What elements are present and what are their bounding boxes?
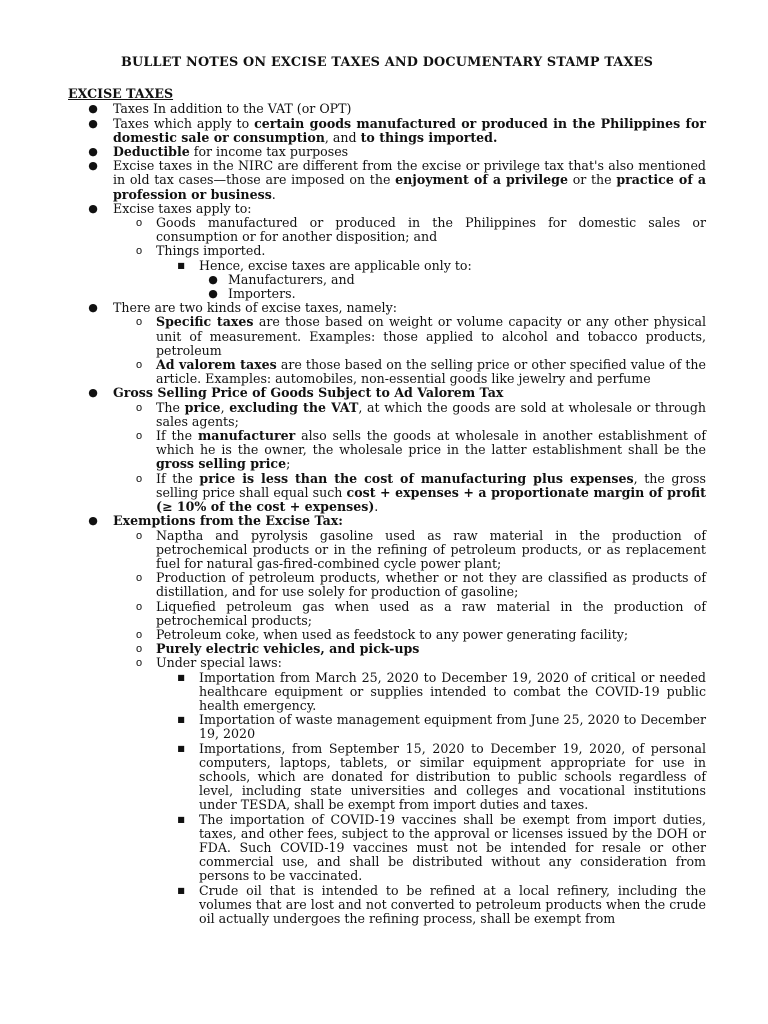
text-run: There are two kinds of excise taxes, namely: xyxy=(113,300,397,316)
list-item xyxy=(135,527,706,572)
bold-text: Gross Selling Price of Goods Subject to Ad Valorem Tax xyxy=(113,385,504,401)
bullet-circle-icon: o xyxy=(135,245,143,258)
text-run: . xyxy=(374,499,379,515)
text-run: Under special laws: xyxy=(156,655,282,671)
text-run: Hence, excise taxes are applicable only to: xyxy=(199,257,472,273)
bold-text: Ad valorem taxes xyxy=(156,357,277,373)
list-item xyxy=(88,513,706,926)
text-run: Manufacturers, and xyxy=(228,271,355,287)
list-item xyxy=(135,570,706,600)
list-item xyxy=(208,271,706,287)
bullet-circle-icon: o xyxy=(135,572,143,585)
list-item-text xyxy=(113,116,706,145)
list-item xyxy=(135,641,706,657)
text-run: The importation of COVID-19 vaccines shall be exempt from import duties, taxes, and other fees, subject to the approval or licenses issued by the DOH or FDA. Such COVID-19 vaccines must not be intended for resale or other commercial use, and shall be distributed without any consideration from persons to be vaccinated. xyxy=(199,811,706,884)
list-item xyxy=(177,712,706,742)
bullet-disc-icon: ● xyxy=(88,201,98,215)
bullet-circle-icon: o xyxy=(135,217,143,230)
text-run: ; xyxy=(286,456,291,472)
bold-text: enjoyment of a privilege xyxy=(395,172,568,188)
list-item xyxy=(135,598,706,628)
list-item-text xyxy=(156,357,706,386)
bullet-square-icon: ■ xyxy=(177,260,185,270)
bullet-disc-icon: ● xyxy=(88,159,98,173)
bullet-circle-icon: o xyxy=(135,359,143,372)
text-run: Taxes In addition to the VAT (or OPT) xyxy=(113,101,352,117)
list-item-text xyxy=(113,513,343,528)
list-item-text xyxy=(113,158,706,201)
list-item-text xyxy=(199,670,706,713)
list-item xyxy=(88,300,706,387)
text-run: Excise taxes in the NIRC are different from the excise or privilege tax that's also mentioned in old tax cases—those are imposed on the xyxy=(113,158,706,188)
text-run: If the xyxy=(156,470,200,486)
list-item xyxy=(88,115,706,145)
list-item xyxy=(208,286,706,302)
text-run: Importation from March 25, 2020 to December 19, 2020 of critical or needed healthcare equipment or supplies intended to combat the COVID-19 public health emergency. xyxy=(199,669,706,713)
sub-list xyxy=(113,216,706,301)
list-item-text xyxy=(156,314,706,357)
bullet-square-icon: ■ xyxy=(177,715,185,725)
sub-list xyxy=(113,401,706,515)
text-run: , at which the goods are sold at wholesale or through sales agents; xyxy=(156,399,707,429)
text-run: Excise taxes apply to: xyxy=(113,200,252,216)
text-run: , the gross selling price shall equal such xyxy=(156,470,706,500)
list-item-text xyxy=(156,400,706,429)
list-item xyxy=(177,811,706,884)
bullet-circle-icon: o xyxy=(135,401,143,414)
text-run: , xyxy=(220,399,230,415)
list-item-text xyxy=(156,471,706,514)
text-run: Crude oil that is intended to be refined at a local refinery, including the volumes that are lost and not converted to petroleum products when the crude oil actually undergoes the refining process, shall be exempt from xyxy=(199,882,706,926)
text-run: Taxes which apply to xyxy=(113,115,255,131)
bullet-circle-icon: o xyxy=(135,628,143,641)
text-run: for income tax purposes xyxy=(189,144,349,160)
bullet-circle-icon: o xyxy=(135,472,143,485)
bullet-disc-icon: ● xyxy=(88,301,98,315)
list-item-text xyxy=(199,712,706,741)
list-item-text xyxy=(199,741,706,813)
bold-text: price is less than the cost of manufacturing plus expenses xyxy=(199,470,634,486)
list-item xyxy=(135,470,706,515)
text-run: , and xyxy=(324,129,361,145)
bullet-disc-icon: ● xyxy=(208,272,218,286)
document-title: BULLET NOTES ON EXCISE TAXES AND DOCUMENTARY STAMP TAXES xyxy=(120,55,654,70)
bold-text: price xyxy=(184,399,221,415)
list-item-text xyxy=(199,812,706,884)
sub-list xyxy=(156,259,706,302)
list-item-text xyxy=(113,101,351,116)
text-run: Importation of waste management equipment from June 25, 2020 to December 19, 2020 xyxy=(199,712,706,742)
list-item xyxy=(177,882,706,927)
sub-list xyxy=(199,273,706,301)
list-item xyxy=(88,158,706,202)
bold-text: manufacturer xyxy=(197,428,296,444)
list-item xyxy=(135,215,706,245)
section-heading-excise-taxes: EXCISE TAXES xyxy=(68,86,174,102)
bold-text: Deductible xyxy=(113,144,190,160)
text-run: Goods manufactured or produced in the Philippines for domestic sales or consumption or for another disposition; and xyxy=(156,215,706,245)
bold-text: Exemptions from the Excise Tax: xyxy=(113,513,343,529)
list-item-text xyxy=(113,144,348,159)
list-item-text xyxy=(156,655,282,670)
text-run: Liquefied petroleum gas when used as a raw material in the production of petrochemical products; xyxy=(156,598,706,628)
sub-list xyxy=(156,671,706,927)
bold-text: Purely electric vehicles, and pick-ups xyxy=(156,641,420,657)
text-run: Things imported. xyxy=(156,243,266,259)
bold-text: Specific taxes xyxy=(156,314,254,330)
list-item-text xyxy=(156,243,265,258)
bullet-circle-icon: o xyxy=(135,657,143,670)
list-item xyxy=(135,399,707,429)
bullet-circle-icon: o xyxy=(135,430,143,443)
bullet-disc-icon: ● xyxy=(208,287,218,301)
text-run: are those based on weight or volume capacity or any other physical unit of measurement. Examples: those applied to alcohol and tobacco products, petroleum xyxy=(156,314,706,358)
list-item-text xyxy=(156,641,419,656)
bold-text: gross selling price xyxy=(156,456,287,472)
text-run: or the xyxy=(568,172,617,188)
list-item xyxy=(135,314,706,358)
list-item xyxy=(177,740,706,813)
bullet-circle-icon: o xyxy=(135,316,143,329)
text-run: . xyxy=(271,186,276,202)
list-item xyxy=(88,101,706,117)
text-run: also sells the goods at wholesale in another establishment of which he is the owner, the wholesale price in the latter establishment shall be the xyxy=(156,428,706,458)
bullet-circle-icon: o xyxy=(135,600,143,613)
list-item xyxy=(135,626,706,642)
list-item-text xyxy=(228,272,355,287)
bullet-square-icon: ■ xyxy=(177,672,185,682)
bullet-disc-icon: ● xyxy=(88,386,98,400)
list-item-text xyxy=(228,286,296,301)
list-item-text xyxy=(156,570,706,599)
bold-text: excluding the VAT xyxy=(229,399,359,415)
bullet-disc-icon: ● xyxy=(88,116,98,130)
bullet-circle-icon: o xyxy=(135,643,143,656)
bold-text: practice of a profession or business xyxy=(113,172,706,202)
sub-list xyxy=(113,529,706,927)
text-run: are those based on the selling price or other specified value of the article. Examples: automobiles, non-essential goods like jewelry and perfume xyxy=(156,357,706,387)
list-item-text xyxy=(199,883,706,926)
bullet-disc-icon: ● xyxy=(88,102,98,116)
text-run: Importers. xyxy=(228,286,296,302)
text-run: The xyxy=(156,399,185,415)
list-item xyxy=(135,428,706,472)
text-run: Production of petroleum products, whether or not they are classified as products of distillation, and for use solely for production of gasoline; xyxy=(156,570,706,600)
bullet-circle-icon: o xyxy=(135,529,143,542)
list-item-text xyxy=(156,528,706,571)
bullet-square-icon: ■ xyxy=(177,814,185,824)
text-run: If the xyxy=(156,428,198,444)
bold-text: cost + expenses + a proportionate margin of profit (≥ 10% of the cost + expenses) xyxy=(156,484,706,515)
list-item xyxy=(88,385,707,515)
bullet-disc-icon: ● xyxy=(88,145,98,159)
list-item xyxy=(88,144,706,160)
list-item xyxy=(177,669,706,714)
text-run: Importations, from September 15, 2020 to December 19, 2020, of personal computers, laptops, tablets, or similar equipment appropriate for use in schools, which are donated for distribution to public schools regardless of level, including state universities and colleges and vocational institutions under TESDA, shall be exempt from import duties and taxes. xyxy=(199,740,706,813)
bold-text: certain goods manufactured or produced in the Philippines for domestic sale or consumption xyxy=(113,115,706,145)
bullet-square-icon: ■ xyxy=(177,743,185,753)
bullet-square-icon: ■ xyxy=(177,885,185,895)
bullet-disc-icon: ● xyxy=(88,514,98,528)
bold-text: to things imported. xyxy=(360,129,498,145)
list-item-text xyxy=(156,215,706,244)
list-item xyxy=(177,257,706,302)
bullet-list xyxy=(68,102,706,926)
sub-list xyxy=(113,315,706,386)
list-item-text xyxy=(113,201,252,216)
list-item xyxy=(135,357,706,387)
list-item-text xyxy=(156,627,628,642)
text-run: Petroleum coke, when used as feedstock to any power generating facility; xyxy=(156,626,629,642)
list-item xyxy=(135,655,706,926)
list-item-text xyxy=(156,599,706,628)
list-item-text xyxy=(199,258,472,273)
text-run: Naptha and pyrolysis gasoline used as raw material in the production of petrochemical products or in the refining of petroleum products, or as replacement fuel for natural gas-fired-combined cycle power plant; xyxy=(156,527,706,571)
list-item xyxy=(135,243,706,302)
list-item-text xyxy=(156,428,706,471)
list-item xyxy=(88,200,706,302)
list-item-text xyxy=(113,300,397,315)
list-item-text xyxy=(113,385,503,400)
